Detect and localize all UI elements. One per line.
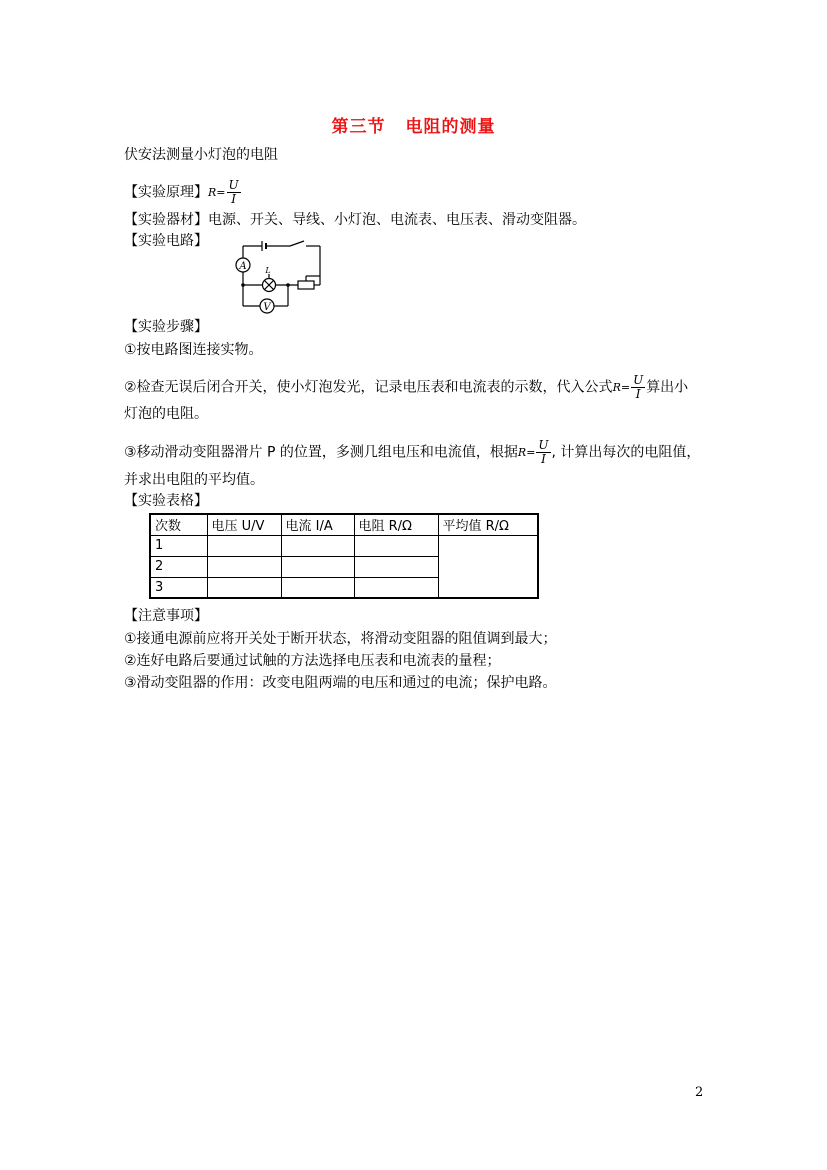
step3-formula: R= $\frac{U}{I}$ [517, 438, 549, 466]
equipment-line [124, 211, 586, 229]
average-cell [438, 535, 538, 598]
ammeter-label: A [239, 261, 247, 272]
note-2: ②连好电路后要通过试触的方法选择电压表和电流表的量程； [124, 653, 501, 669]
circuit-diagram [232, 238, 324, 318]
step-2: ②检查无误后闭合开关，使小灯泡发光，记录电压表和电流表的示数，代入公式 R= $\frac{U}{I}$ 算出小 [124, 373, 689, 401]
note-1: ①接通电源前应将开关处于断开状态，将滑动变阻器的阻值调到最大； [124, 631, 557, 647]
table-header: 电流 I/A [281, 514, 354, 535]
equipment-label: 【实验器材】 [124, 212, 208, 228]
step-3: ③移动滑动变阻器滑片 P 的位置，多测几组电压和电流值，根据 R= $\frac{U}{I}$ , 计算出每次的电阻值， [124, 438, 701, 466]
table-label: 【实验表格】 [124, 493, 208, 509]
row-index: 2 [150, 556, 207, 577]
principle-line [124, 179, 242, 206]
experiment-table [149, 513, 539, 599]
title-topic: 电阻的测量 [405, 117, 496, 137]
subtitle: 伏安法测量小灯泡的电阻 [124, 147, 278, 163]
bulb-label: L [265, 266, 271, 275]
table-header: 电阻 R/Ω [354, 514, 438, 535]
step-3-cont: 并求出电阻的平均值。 [124, 472, 264, 488]
equipment-text: 电源、开关、导线、小灯泡、电流表、电压表、滑动变阻器。 [208, 212, 586, 228]
page-title [0, 112, 827, 137]
steps-label: 【实验步骤】 [124, 319, 208, 335]
note-3: ③滑动变阻器的作用：改变电阻两端的电压和通过的电流；保护电路。 [124, 675, 557, 691]
title-section: 第三节 [331, 117, 386, 137]
table-header: 电压 U/V [207, 514, 281, 535]
notes-label: 【注意事项】 [124, 608, 208, 624]
page-number: 2 [695, 1085, 704, 1100]
principle-formula: R= $\frac{U}{I}$ [208, 178, 239, 206]
principle-label: 【实验原理】 [124, 184, 208, 201]
table-header-row [150, 514, 538, 535]
table-row [150, 535, 538, 556]
voltmeter-label: V [263, 302, 271, 313]
circuit-label: 【实验电路】 [124, 233, 208, 249]
step-2-cont: 灯泡的电阻。 [124, 406, 208, 422]
row-index: 3 [150, 577, 207, 598]
table-header: 平均值 R/Ω [438, 514, 538, 535]
step2-formula: R= $\frac{U}{I}$ [612, 373, 644, 401]
table-header: 次数 [150, 514, 207, 535]
row-index: 1 [150, 535, 207, 556]
step-1: ①按电路图连接实物。 [124, 342, 263, 358]
